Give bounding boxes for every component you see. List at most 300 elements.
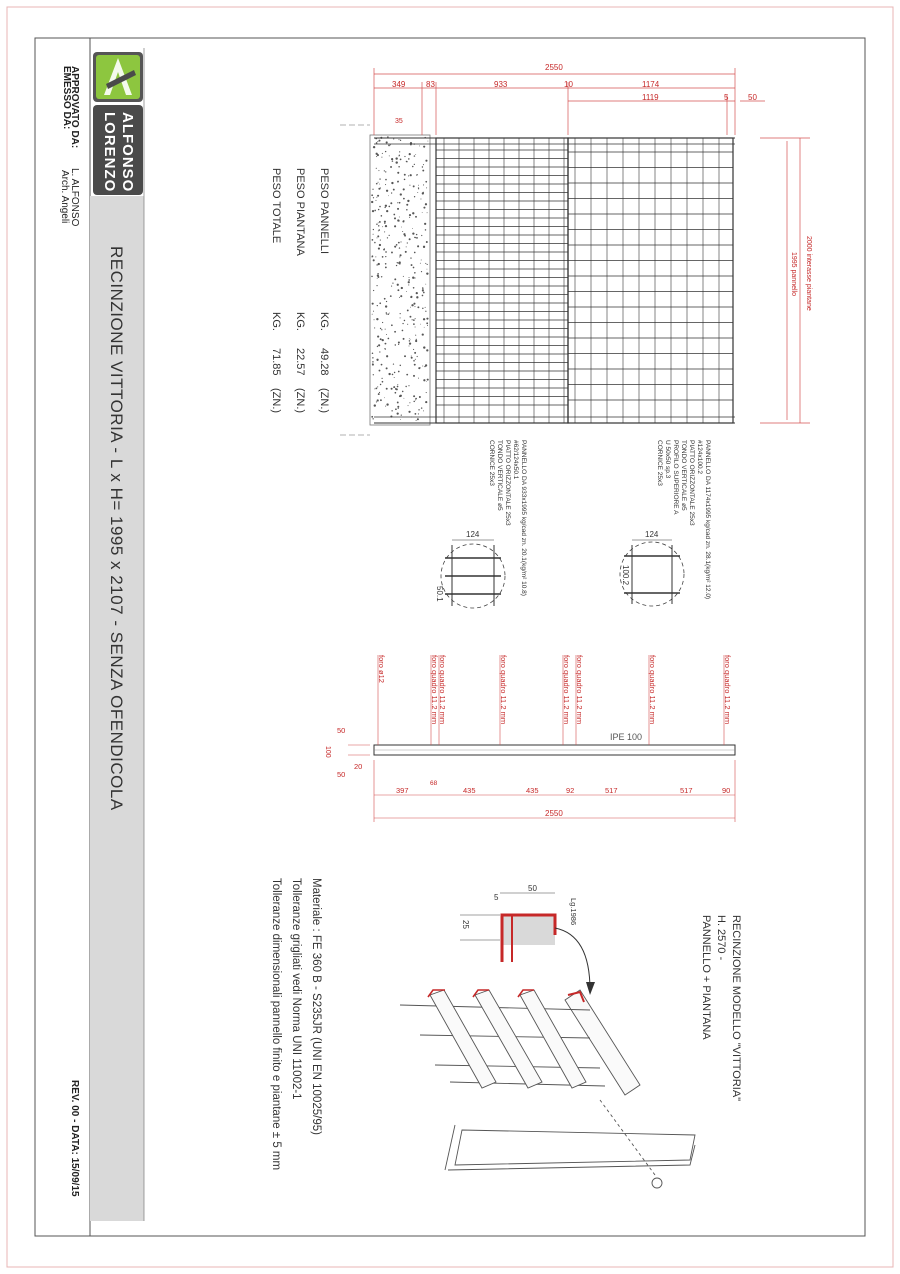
- concrete-dot: [376, 318, 378, 320]
- concrete-dot: [422, 295, 424, 297]
- concrete-dot: [388, 145, 390, 147]
- concrete-dot: [422, 308, 423, 309]
- concrete-dot: [414, 196, 415, 197]
- concrete-dot: [376, 401, 377, 402]
- note-left-panel-4: CORNICE 25x3: [488, 440, 495, 486]
- concrete-dot: [395, 157, 397, 159]
- right-panel: [568, 138, 733, 423]
- concrete-dot: [377, 386, 378, 387]
- concrete-dot: [410, 296, 412, 298]
- concrete-dot: [420, 263, 421, 264]
- concrete-dot: [384, 170, 385, 171]
- concrete-dot: [381, 364, 383, 366]
- weight-finish-total: (ZN.): [270, 388, 282, 414]
- concrete-dot: [372, 314, 373, 315]
- concrete-dot: [374, 242, 376, 244]
- note-right-panel-5: U 50x50 sp.3: [664, 440, 671, 479]
- concrete-dot: [396, 161, 398, 163]
- concrete-dot: [371, 201, 373, 203]
- concrete-dot: [381, 329, 382, 330]
- weight-unit-total: KG.: [270, 312, 282, 331]
- concrete-dot: [377, 346, 378, 347]
- concrete-dot: [397, 284, 399, 286]
- concrete-dot: [416, 237, 418, 239]
- concrete-dot: [373, 234, 374, 235]
- concrete-dot: [372, 303, 374, 305]
- dim-height-panel: 1995 pannello: [790, 252, 797, 296]
- concrete-dot: [413, 401, 415, 403]
- concrete-dot: [385, 256, 386, 257]
- concrete-dot: [409, 214, 411, 216]
- panel-drawing: [340, 125, 735, 435]
- beam-hole-3: foro quadro 11.2 mm: [499, 655, 508, 725]
- concrete-dot: [395, 344, 396, 345]
- concrete-dot: [392, 160, 393, 161]
- concrete-dot: [376, 156, 377, 157]
- left-panel: [436, 138, 568, 423]
- concrete-dot: [417, 306, 419, 308]
- concrete-dot: [390, 166, 392, 168]
- concrete-dot: [380, 399, 382, 401]
- concrete-dot: [377, 237, 378, 238]
- concrete-dot: [410, 339, 411, 340]
- beam-overall-dim: 2550: [545, 809, 563, 818]
- concrete-dot: [382, 256, 384, 258]
- concrete-dot: [411, 304, 413, 306]
- concrete-dot: [418, 409, 419, 410]
- concrete-dot: [386, 355, 388, 357]
- profile-dim-25: 25: [461, 920, 470, 929]
- note-right-panel-1: #124x100.2: [696, 440, 703, 474]
- material-line1: Materiale : FE 360 B - S235JR (UNI EN 10025/95): [310, 878, 322, 1135]
- concrete-dot: [373, 259, 375, 261]
- concrete-dot: [377, 141, 378, 142]
- concrete-dot: [423, 192, 424, 193]
- weight-finish-post: (ZN.): [294, 388, 306, 414]
- model-line1: RECINZIONE MODELLO "VITTORIA": [730, 915, 742, 1102]
- concrete-dot: [400, 159, 402, 161]
- concrete-dot: [422, 288, 423, 289]
- concrete-dot: [422, 166, 423, 167]
- concrete-dot: [397, 208, 399, 210]
- concrete-dot: [398, 242, 400, 244]
- concrete-dot: [394, 225, 396, 227]
- concrete-dot: [397, 181, 399, 183]
- concrete-dot: [420, 324, 421, 325]
- concrete-dot: [376, 359, 378, 361]
- beam-hole-7: foro quadro 11.2 mm: [723, 655, 732, 725]
- concrete-dot: [399, 256, 400, 257]
- concrete-dot: [390, 144, 391, 145]
- concrete-dot: [415, 340, 417, 342]
- beam-left-dim-2: 50: [337, 770, 346, 779]
- concrete-dot: [381, 157, 382, 158]
- concrete-dot: [378, 248, 380, 250]
- profile-length: Lg.1986: [569, 898, 578, 926]
- concrete-dot: [407, 309, 409, 311]
- concrete-dot: [400, 193, 402, 195]
- concrete-dot: [425, 263, 426, 264]
- concrete-dot: [371, 194, 373, 196]
- concrete-dot: [372, 189, 373, 190]
- concrete-dot: [399, 156, 400, 157]
- concrete-dot: [378, 263, 380, 265]
- concrete-dot: [384, 207, 385, 208]
- concrete-dot: [425, 160, 427, 162]
- concrete-dot: [409, 153, 411, 155]
- concrete-dot: [372, 353, 374, 355]
- concrete-dot: [385, 251, 387, 253]
- concrete-dot: [384, 221, 386, 223]
- detail-left-height: 50.1: [435, 586, 444, 602]
- concrete-dot: [376, 168, 377, 169]
- concrete-dot: [409, 217, 410, 218]
- concrete-dot: [413, 319, 415, 321]
- concrete-dot: [422, 333, 424, 335]
- dim-5: 5: [724, 93, 729, 102]
- concrete-dot: [399, 247, 400, 248]
- concrete-dot: [386, 312, 387, 313]
- concrete-dot: [377, 235, 379, 237]
- concrete-dot: [426, 349, 428, 351]
- concrete-dot: [382, 339, 384, 341]
- note-right-panel-3: TONDO VERTICALE ø5: [680, 440, 687, 511]
- concrete-dot: [372, 361, 373, 362]
- concrete-dot: [403, 338, 405, 340]
- revision-date: REV. 00 - DATA: 15/09/15: [69, 1080, 80, 1197]
- concrete-dot: [414, 277, 415, 278]
- concrete-dot: [386, 190, 388, 192]
- concrete-dot: [378, 225, 379, 226]
- concrete-dot: [380, 338, 382, 340]
- concrete-dot: [418, 188, 419, 189]
- note-right-panel-6: CORNICE 25x3: [656, 440, 663, 486]
- concrete-dot: [414, 306, 415, 307]
- concrete-dot: [409, 338, 410, 339]
- concrete-dot: [387, 313, 389, 315]
- concrete-dot: [426, 272, 428, 274]
- concrete-dot: [384, 298, 386, 300]
- concrete-dot: [399, 263, 401, 265]
- concrete-dot: [388, 338, 390, 340]
- concrete-dot: [423, 346, 425, 348]
- model-line2: H. 2570 -: [715, 915, 727, 961]
- concrete-dot: [384, 223, 385, 224]
- concrete-dot: [398, 139, 399, 140]
- concrete-dot: [386, 210, 388, 212]
- concrete-dot: [420, 198, 421, 199]
- concrete-dot: [415, 335, 416, 336]
- concrete-dot: [408, 175, 409, 176]
- note-left-panel-1: #62/124x50.1: [512, 440, 519, 480]
- weight-label-total: PESO TOTALE: [270, 168, 282, 244]
- concrete-dot: [373, 229, 374, 230]
- concrete-dot: [415, 154, 416, 155]
- concrete-dot: [404, 320, 405, 321]
- weight-value-post: 22.57: [294, 348, 306, 376]
- concrete-dot: [407, 200, 409, 202]
- concrete-dot: [379, 184, 380, 185]
- concrete-dot: [425, 401, 427, 403]
- concrete-dot: [412, 319, 413, 320]
- concrete-dot: [398, 344, 399, 345]
- concrete-dot: [407, 242, 408, 243]
- concrete-dot: [372, 357, 373, 358]
- concrete-dot: [427, 325, 428, 326]
- concrete-dot: [423, 246, 425, 248]
- concrete-dot: [416, 296, 418, 298]
- concrete-dot: [416, 234, 417, 235]
- concrete-dot: [380, 187, 381, 188]
- concrete-dot: [403, 220, 404, 221]
- dim-10: 10: [564, 80, 573, 89]
- concrete-dot: [391, 182, 393, 184]
- panel-grid: [436, 138, 733, 423]
- concrete-dot: [397, 289, 399, 291]
- concrete-dot: [417, 245, 419, 247]
- concrete-dot: [386, 388, 388, 390]
- beam-hole-1: foro quadro 11.2 mm: [430, 655, 439, 725]
- detail-right-height: 100.2: [621, 565, 630, 586]
- concrete-dot: [394, 372, 395, 373]
- concrete-dot: [414, 272, 416, 274]
- concrete-dot: [385, 305, 387, 307]
- model-line3: PANNELLO + PIANTANA: [700, 915, 712, 1040]
- concrete-dot: [377, 305, 378, 306]
- note-left-panel-3: TONDO VERTICALE ø5: [496, 440, 503, 511]
- concrete-dot: [422, 289, 424, 291]
- concrete-dot: [394, 278, 396, 280]
- concrete-dot: [394, 246, 396, 248]
- concrete-dot: [419, 396, 421, 398]
- concrete-dot: [376, 264, 377, 265]
- concrete-dot: [392, 283, 393, 284]
- concrete-dot: [373, 290, 374, 291]
- concrete-dot: [416, 174, 417, 175]
- concrete-dot: [413, 395, 415, 397]
- ipe-beam: [348, 655, 735, 822]
- concrete-dot: [426, 381, 427, 382]
- concrete-dot: [385, 343, 387, 345]
- concrete-dot: [372, 364, 374, 366]
- concrete-dot: [397, 402, 399, 404]
- concrete-dot: [423, 184, 424, 185]
- concrete-dot: [414, 352, 416, 354]
- concrete-dot: [402, 391, 404, 393]
- concrete-dot: [415, 318, 416, 319]
- concrete-dot: [410, 257, 411, 258]
- approved-value: L. ALFONSO: [69, 168, 80, 227]
- dim-83: 83: [426, 80, 435, 89]
- concrete-dot: [393, 386, 395, 388]
- concrete-dot: [399, 221, 400, 222]
- beam-hole-4: foro quadro 11.2 mm: [562, 655, 571, 725]
- concrete-dot: [427, 379, 429, 381]
- concrete-dot: [408, 385, 409, 386]
- concrete-dot: [403, 233, 405, 235]
- concrete-dot: [406, 204, 408, 206]
- concrete-dot: [410, 307, 411, 308]
- concrete-dot: [393, 363, 394, 364]
- detail-left-width: 124: [466, 530, 480, 539]
- concrete-dot: [378, 222, 379, 223]
- concrete-dot: [426, 241, 428, 243]
- concrete-dot: [400, 419, 401, 420]
- concrete-dot: [409, 185, 410, 186]
- concrete-dot: [426, 322, 428, 324]
- concrete-dot: [384, 231, 385, 232]
- concrete-dot: [411, 357, 413, 359]
- concrete-dot: [389, 235, 390, 236]
- concrete-dot: [378, 393, 380, 395]
- weight-unit-post: KG.: [294, 312, 306, 331]
- concrete-dot: [393, 189, 395, 191]
- dim-349: 349: [392, 80, 406, 89]
- concrete-dot: [406, 374, 408, 376]
- concrete-dot: [399, 217, 400, 218]
- concrete-dot: [403, 198, 405, 200]
- concrete-dot: [379, 302, 381, 304]
- concrete-dot: [425, 284, 426, 285]
- concrete-dot: [391, 158, 393, 160]
- note-right-panel-2: PIATTO ORIZZONTALE 25x3: [688, 440, 695, 526]
- weight-unit-panels: KG.: [318, 312, 330, 331]
- dim-933: 933: [494, 80, 508, 89]
- concrete-dot: [385, 267, 387, 269]
- beam-bottom-dim-4: 92: [566, 786, 575, 795]
- concrete-dot: [387, 237, 388, 238]
- concrete-dot: [425, 307, 426, 308]
- concrete-dot: [378, 276, 380, 278]
- concrete-dot: [382, 381, 384, 383]
- concrete-dot: [381, 215, 383, 217]
- concrete-dot: [421, 271, 422, 272]
- concrete-dot: [422, 212, 423, 213]
- detail-circles: [441, 540, 684, 608]
- dim-50-top: 50: [748, 93, 757, 102]
- concrete-dot: [386, 314, 387, 315]
- concrete-dot: [374, 319, 375, 320]
- concrete-dot: [415, 398, 417, 400]
- concrete-dot: [378, 170, 379, 171]
- concrete-dot: [409, 402, 410, 403]
- dim-1174: 1174: [642, 80, 660, 89]
- concrete-dot: [405, 251, 407, 253]
- concrete-dot: [377, 399, 379, 401]
- dim-1119: 1119: [642, 93, 659, 102]
- profile-dim-5: 5: [494, 893, 499, 902]
- concrete-dot: [398, 371, 400, 373]
- concrete-dot: [395, 392, 397, 394]
- concrete-dot: [385, 225, 387, 227]
- concrete-dot: [400, 254, 402, 256]
- concrete-dot: [400, 241, 401, 242]
- concrete-dot: [427, 269, 428, 270]
- concrete-dot: [371, 416, 373, 418]
- concrete-dot: [385, 179, 387, 181]
- concrete-dot: [426, 318, 428, 320]
- concrete-dot: [391, 324, 393, 326]
- concrete-dot: [427, 212, 428, 213]
- concrete-dot: [413, 303, 415, 305]
- concrete-dot: [414, 252, 416, 254]
- concrete-dot: [399, 202, 401, 204]
- concrete-dot: [400, 317, 401, 318]
- concrete-dot: [397, 406, 399, 408]
- concrete-dot: [406, 161, 407, 162]
- material-line2: Tolleranze grigliati vedi Norma UNI 11002-1: [290, 878, 302, 1100]
- concrete-dot: [377, 195, 379, 197]
- concrete-dot: [384, 348, 385, 349]
- concrete-dot: [384, 248, 385, 249]
- concrete-dot: [400, 313, 401, 314]
- concrete-dot: [422, 366, 423, 367]
- concrete-dot: [420, 367, 421, 368]
- concrete-dot: [384, 397, 385, 398]
- concrete-dot: [386, 334, 387, 335]
- concrete-dot: [413, 349, 414, 350]
- concrete-dot: [385, 151, 386, 152]
- concrete-dot: [372, 239, 374, 241]
- concrete-dot: [373, 197, 374, 198]
- material-line3: Tolleranze dimensionali pannello finito e piantane ± 5 mm: [270, 878, 282, 1171]
- concrete-dot: [378, 140, 380, 142]
- concrete-dot: [423, 164, 424, 165]
- weight-value-total: 71.85: [270, 348, 282, 376]
- note-right-panel-0: PANNELLO DA 1174x1995 kg/cad zn. 28.1(kg/m² 12.0): [704, 440, 711, 600]
- concrete-dot: [422, 170, 424, 172]
- concrete-dot: [396, 244, 398, 246]
- concrete-dot: [425, 229, 427, 231]
- concrete-dot: [389, 313, 390, 314]
- weight-label-post: PESO PIANTANA: [294, 168, 306, 256]
- concrete-dot: [403, 188, 405, 190]
- concrete-dot: [426, 187, 427, 188]
- concrete-dot: [376, 224, 377, 225]
- dim-overall-top: 2550: [545, 63, 563, 72]
- logo-line1: ALFONSO: [119, 112, 136, 193]
- isometric-sketch: [400, 990, 695, 1188]
- concrete-dot: [397, 384, 398, 385]
- concrete-dot: [386, 301, 387, 302]
- concrete-dot: [376, 142, 378, 144]
- concrete-dot: [378, 344, 380, 346]
- concrete-dot: [395, 388, 397, 390]
- concrete-dot: [373, 374, 374, 375]
- beam-left-dim-1: 100: [324, 746, 331, 758]
- concrete-dot: [390, 202, 392, 204]
- concrete-dot: [372, 210, 374, 212]
- concrete-post: [370, 135, 430, 425]
- concrete-dot: [378, 229, 380, 231]
- concrete-dot: [382, 153, 383, 154]
- note-left-panel-2: PIATTO ORIZZONTALE 25x3: [504, 440, 511, 526]
- concrete-dot: [380, 384, 381, 385]
- concrete-dot: [404, 355, 406, 357]
- concrete-dot: [403, 276, 404, 277]
- concrete-dot: [424, 223, 426, 225]
- concrete-dot: [406, 209, 408, 211]
- logo-line2: LORENZO: [101, 112, 118, 193]
- concrete-dot: [397, 412, 399, 414]
- concrete-dot: [400, 140, 401, 141]
- concrete-dot: [408, 158, 410, 160]
- concrete-dot: [379, 370, 381, 372]
- concrete-dot: [372, 418, 373, 419]
- concrete-dot: [423, 318, 425, 320]
- beam-hole-6: foro quadro 11.2 mm: [648, 655, 657, 725]
- concrete-dot: [397, 172, 399, 174]
